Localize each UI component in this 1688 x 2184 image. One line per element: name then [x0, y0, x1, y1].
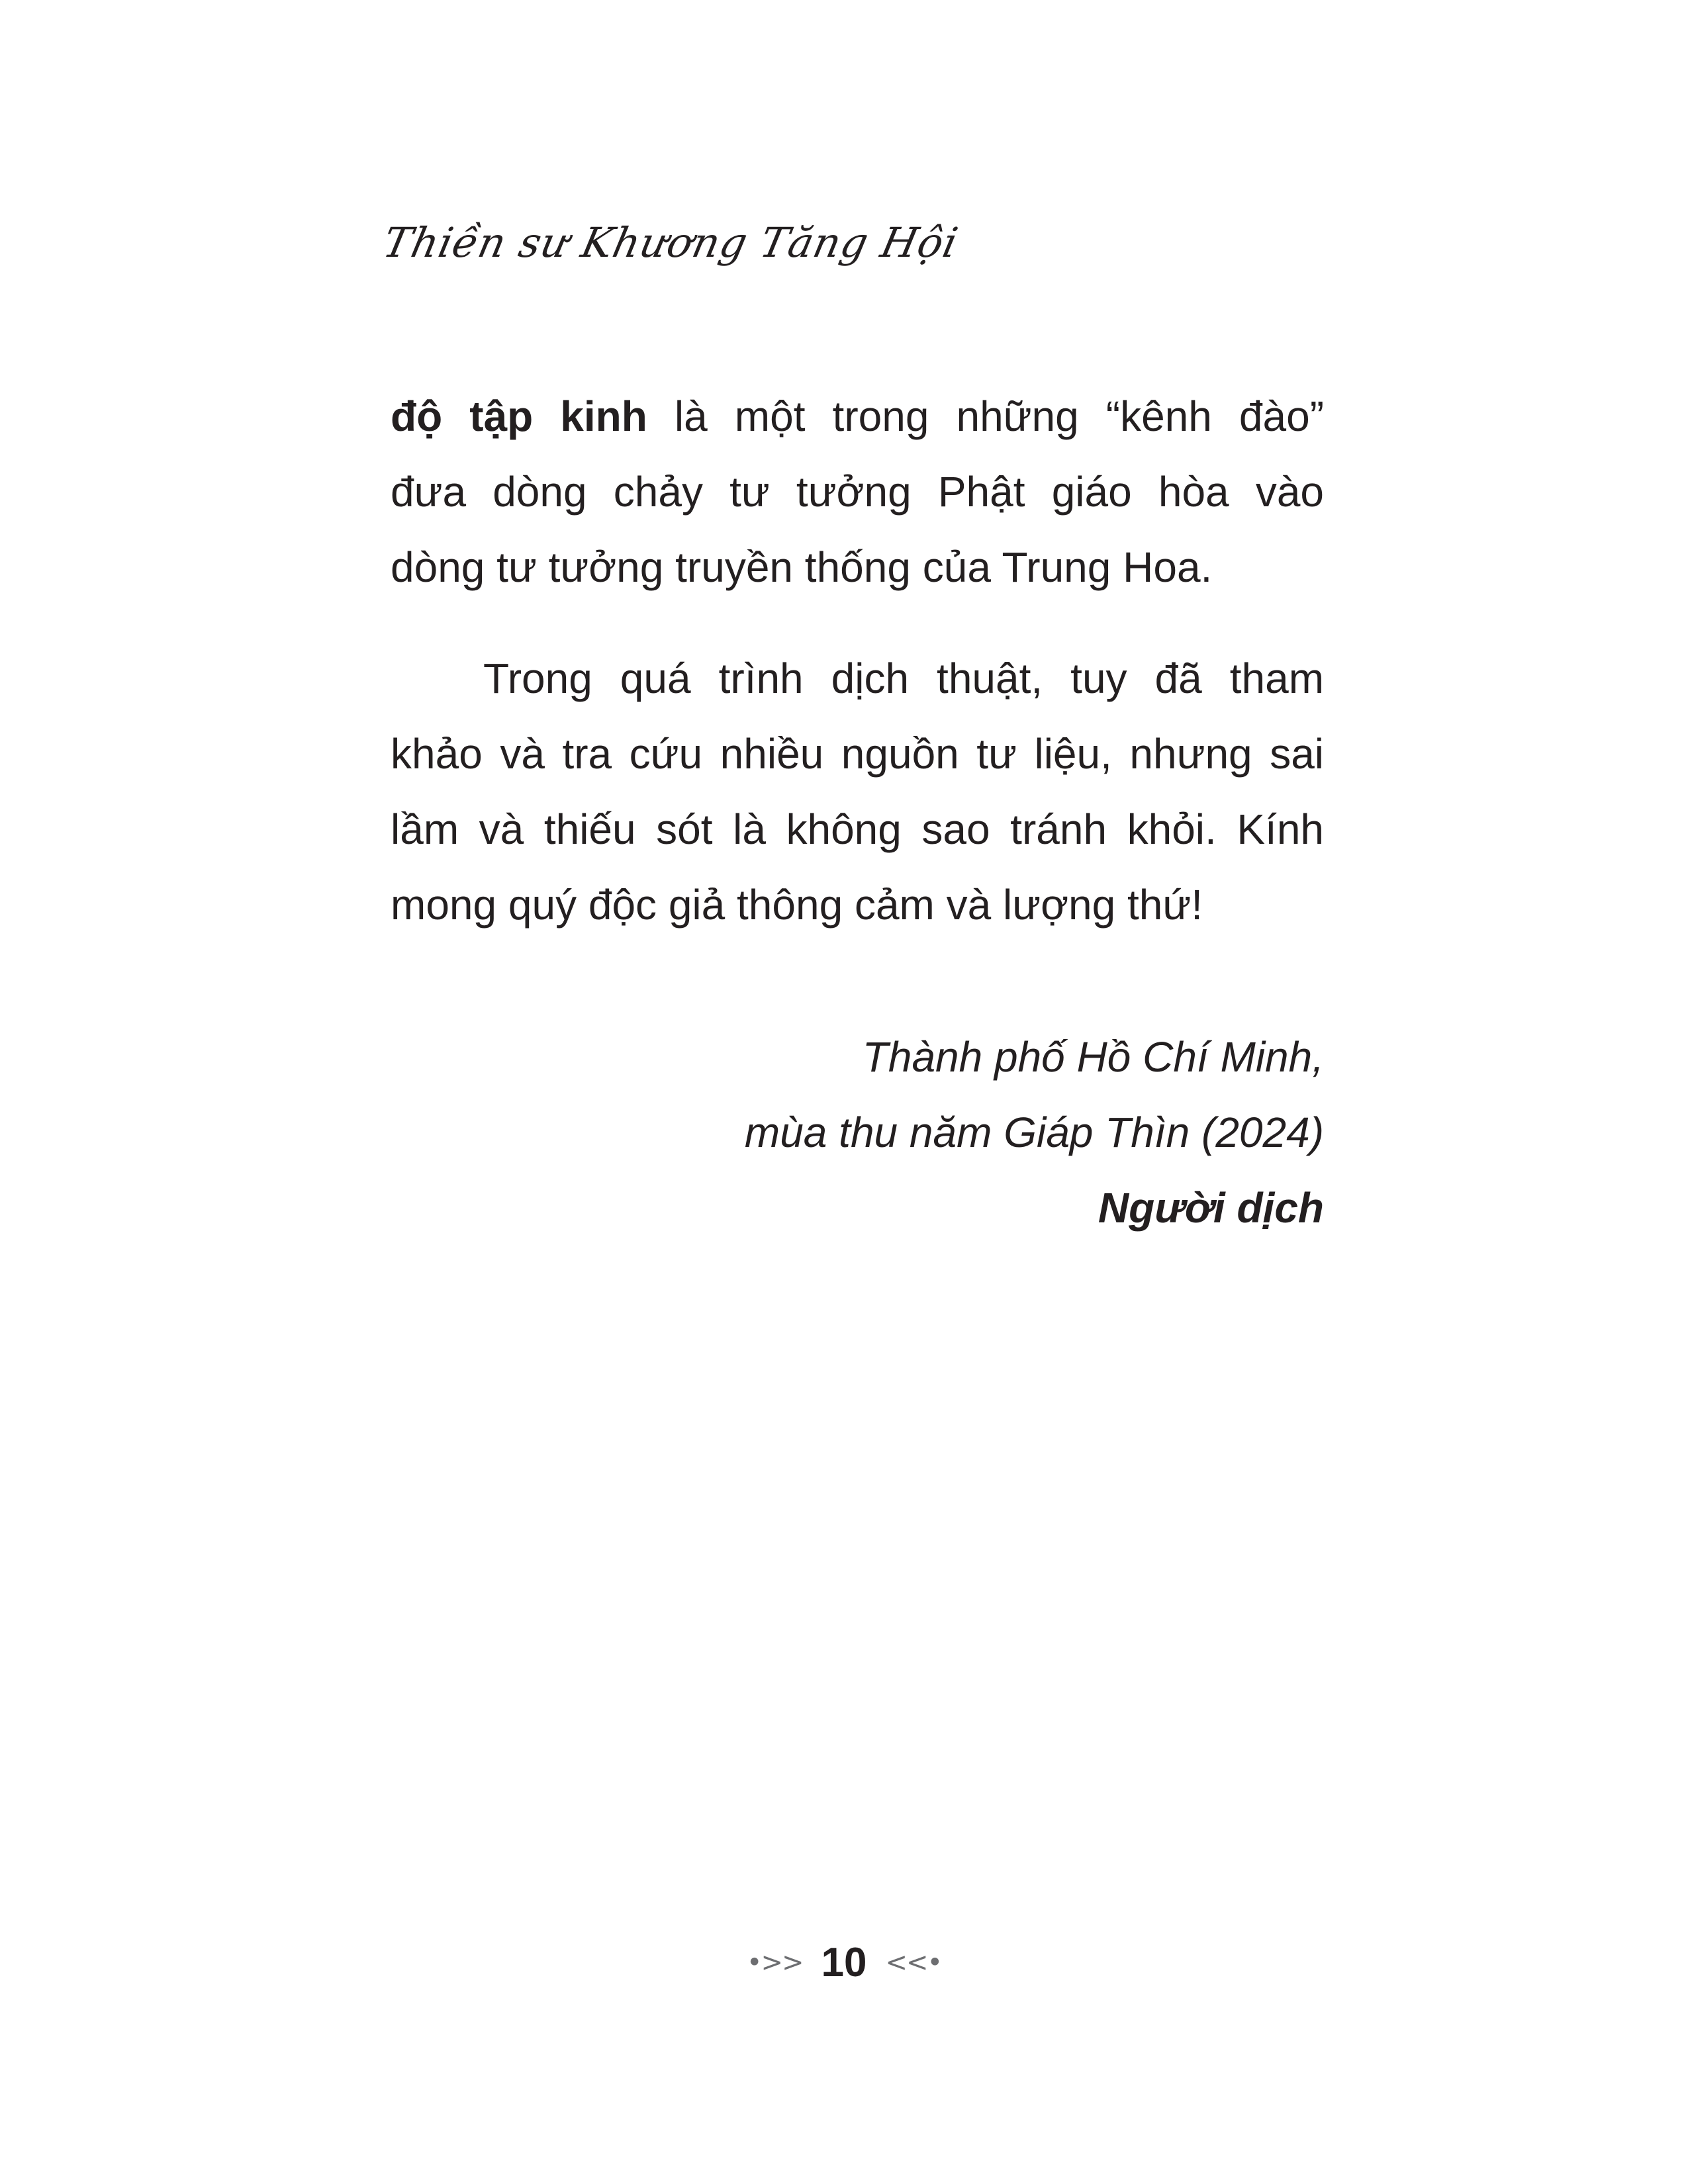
paragraph-line: mong quý độc giả thông cảm và lượng thứ! [391, 881, 1203, 929]
page-number: 10 [821, 1940, 867, 1985]
bold-lead-phrase: độ tập kinh [391, 392, 647, 440]
signature-date: mùa thu năm Giáp Thìn (2024) [744, 1109, 1324, 1156]
paragraph-line [391, 379, 1324, 454]
paragraph-translator-note [391, 641, 1324, 942]
line-text: là một trong những “kênh đào” [647, 392, 1325, 440]
page-folio [0, 1939, 1688, 1986]
signature-block [745, 1019, 1324, 1246]
paragraph-line: đưa dòng chảy tư tưởng Phật giáo hòa vào [391, 468, 1324, 516]
paragraph-line: Trong quá trình dịch thuật, tuy đã tham [483, 655, 1324, 702]
right-ornament-icon: <<• [885, 1947, 942, 1978]
left-ornament-icon: •>> [746, 1947, 803, 1978]
signature-place: Thành phố Hồ Chí Minh, [862, 1033, 1324, 1081]
paragraph-continued [391, 379, 1324, 605]
body-text [391, 379, 1324, 942]
signature-role: Người dịch [1098, 1184, 1324, 1232]
running-head: Thiền sư Khương Tăng Hội [379, 218, 963, 267]
paragraph-line: khảo và tra cứu nhiều nguồn tư liệu, nhưng sai [391, 730, 1324, 778]
paragraph-line: lầm và thiếu sót là không sao tránh khỏi. Kính [391, 805, 1324, 853]
paragraph-line: dòng tư tưởng truyền thống của Trung Hoa. [391, 543, 1213, 591]
